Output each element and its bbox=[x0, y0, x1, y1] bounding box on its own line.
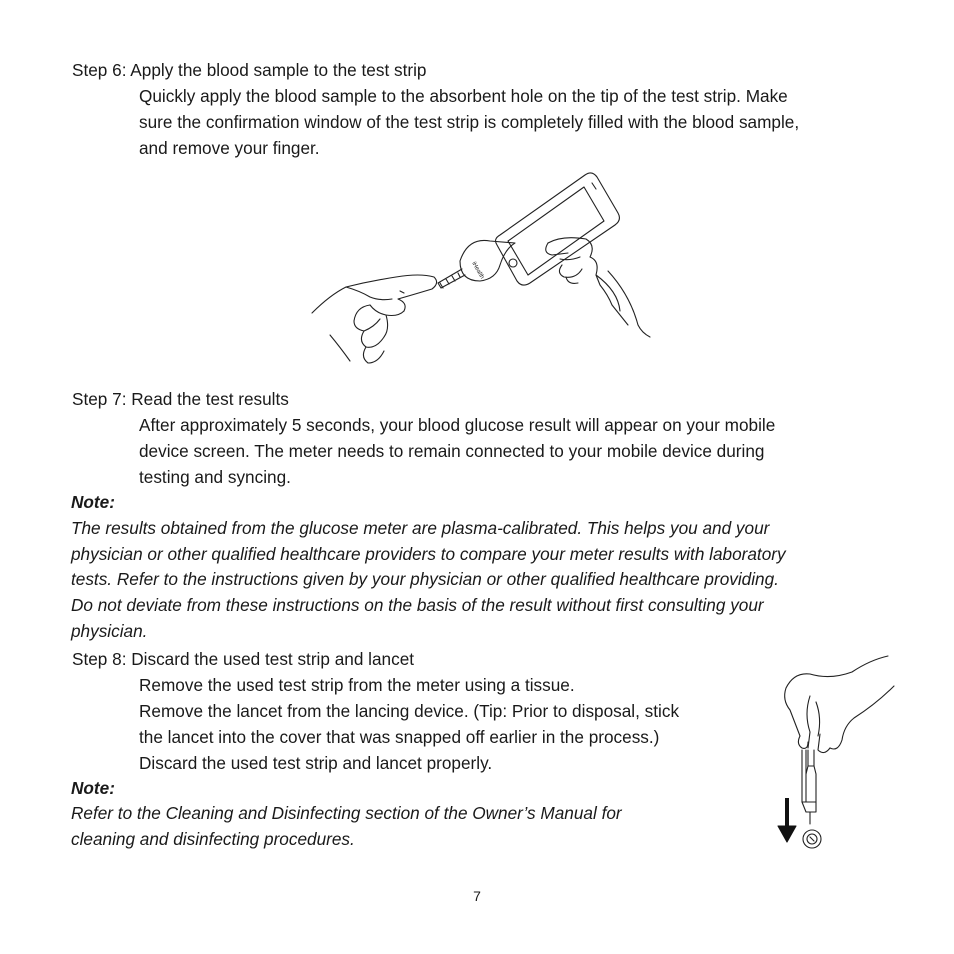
right-hand-icon bbox=[546, 238, 650, 337]
note1-line-2: physician or other qualified healthcare providers to compare your meter results with laboratory bbox=[71, 544, 786, 564]
meter-device bbox=[460, 240, 515, 281]
step8-line-2: Remove the lancet from the lancing device. (Tip: Prior to disposal, stick bbox=[139, 701, 680, 721]
note2-heading: Note: bbox=[71, 778, 115, 798]
note1-heading: Note: bbox=[71, 492, 115, 512]
note2-line-1: Refer to the Cleaning and Disinfecting section of the Owner’s Manual for bbox=[71, 803, 622, 823]
step6-line-3: and remove your finger. bbox=[139, 138, 320, 158]
step6-line-1: Quickly apply the blood sample to the absorbent hole on the tip of the test strip. Make bbox=[139, 86, 788, 106]
lancet-cover-icon bbox=[803, 830, 821, 848]
left-hand-icon bbox=[312, 275, 437, 363]
note1-line-1: The results obtained from the glucose meter are plasma-calibrated. This helps you and your bbox=[71, 518, 770, 538]
step8-heading: Step 8: Discard the used test strip and lancet bbox=[72, 649, 415, 669]
page-number: 7 bbox=[473, 888, 481, 904]
pinching-hand-icon bbox=[785, 656, 894, 753]
step8-line-4: Discard the used test strip and lancet properly. bbox=[139, 753, 493, 773]
step8-line-3: the lancet into the cover that was snapped off earlier in the process.) bbox=[139, 727, 660, 747]
note1-line-3: tests. Refer to the instructions given by your physician or other qualified healthcare providing. bbox=[71, 569, 779, 589]
step7-line-1: After approximately 5 seconds, your blood glucose result will appear on your mobile bbox=[139, 415, 776, 435]
phone-icon bbox=[496, 173, 620, 285]
note1-line-5: physician. bbox=[71, 621, 148, 641]
step7-line-2: device screen. The meter needs to remain connected to your mobile device during bbox=[139, 441, 765, 461]
test-strip bbox=[438, 269, 465, 288]
step7-heading: Step 7: Read the test results bbox=[72, 389, 289, 409]
lancet-icon bbox=[802, 750, 816, 824]
note1-line-4: Do not deviate from these instructions on the basis of the result without first consulting your bbox=[71, 595, 764, 615]
meter-brand-label: iHealth bbox=[470, 261, 485, 281]
step7-line-3: testing and syncing. bbox=[139, 467, 291, 487]
note2-line-2: cleaning and disinfecting procedures. bbox=[71, 829, 355, 849]
down-arrow-icon bbox=[776, 798, 798, 844]
step6-line-2: sure the confirmation window of the test strip is completely filled with the blood sample, bbox=[139, 112, 800, 132]
step8-line-1: Remove the used test strip from the meter using a tissue. bbox=[139, 675, 575, 695]
apply-sample-illustration bbox=[300, 165, 670, 370]
step6-heading: Step 6: Apply the blood sample to the test strip bbox=[72, 60, 427, 80]
